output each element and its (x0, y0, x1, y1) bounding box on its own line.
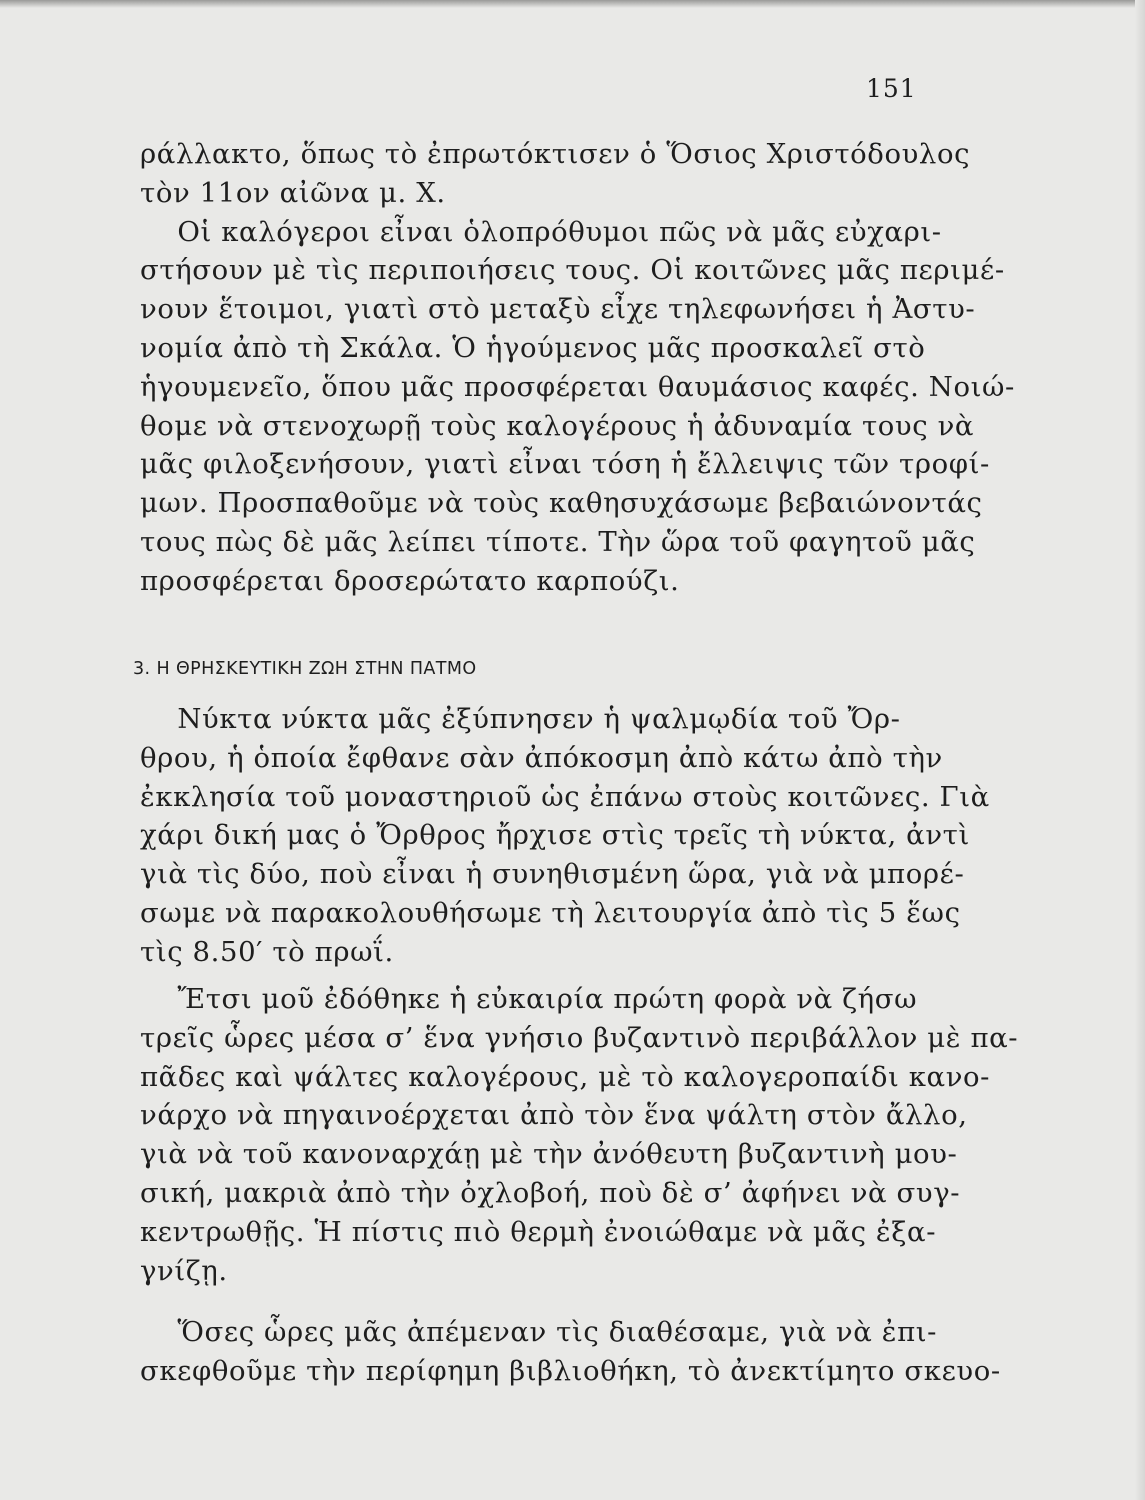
text-line: σκεφθοῦμε τὴν περίφημη βιβλιοθήκη, τὸ ἀνεκτίμητο σκευο- (140, 1354, 1001, 1387)
text-line: Νύκτα νύκτα μᾶς ἐξύπνησεν ἡ ψαλμῳδία τοῦ Ὄρ- (140, 703, 901, 735)
text-line: ἐκκλησία τοῦ μοναστηριοῦ ὡς ἐπάνω στοὺς κοιτῶνες. Γιὰ (140, 780, 990, 813)
text-line: μᾶς φιλοξενήσουν, γιατὶ εἶναι τόση ἡ ἔλλειψις τῶν τροφί- (140, 448, 990, 481)
text-line: σωμε νὰ παρακολουθήσωμε τὴ λειτουργία ἀπὸ τὶς 5 ἕως (140, 896, 961, 929)
text-line: κεντρωθῇς. Ἡ πίστις πιὸ θερμὴ ἐνοιώθαμε νὰ μᾶς ἐξα- (140, 1215, 937, 1248)
text-line: ἡγουμενεῖο, ὅπου μᾶς προσφέρεται θαυμάσιος καφές. Νοιώ- (140, 370, 1015, 403)
text-line: Οἱ καλόγεροι εἶναι ὁλοπρόθυμοι πῶς νὰ μᾶς εὐχαρι- (140, 215, 942, 248)
text-line: Ὅσες ὧρες μᾶς ἀπέμεναν τὶς διαθέσαμε, γιὰ νὰ ἐπι- (140, 1316, 938, 1348)
text-line: νάρχο νὰ πηγαινοέρχεται ἀπὸ τὸν ἕνα ψάλτη στὸν ἄλλο, (140, 1099, 968, 1132)
text-line: θομε νὰ στενοχωρῇ τοὺς καλογέρους ἡ ἀδυναμία τους νὰ (140, 409, 975, 442)
text-line: τρεῖς ὧρες μέσα σ’ ἕνα γνήσιο βυζαντινὸ περιβάλλον μὲ πα- (140, 1021, 1019, 1054)
text-line: τους πὼς δὲ μᾶς λείπει τίποτε. Τὴν ὥρα τοῦ φαγητοῦ μᾶς (140, 525, 976, 558)
scan-right-edge (1135, 0, 1145, 1500)
paragraph-library (140, 1313, 1001, 1391)
text-line: Ἔτσι μοῦ ἐδόθηκε ἡ εὐκαιρία πρώτη φορὰ νὰ ζήσω (140, 983, 918, 1015)
text-line: νουν ἕτοιμοι, γιατὶ στὸ μεταξὺ εἶχε τηλεφωνήσει ἡ Ἀστυ- (140, 293, 976, 326)
text-line: ράλλακτο, ὅπως τὸ ἐπρωτόκτισεν ὁ Ὅσιος Χριστόδουλος (140, 138, 971, 170)
text-line: τὸν 11ον αἰῶνα μ. Χ. (140, 176, 446, 209)
paragraph-intro (140, 135, 1015, 601)
text-line: σική, μακριὰ ἀπὸ τὴν ὀχλοβοή, ποὺ δὲ σ’ ἀφήνει νὰ συγ- (140, 1176, 961, 1209)
text-line: θρου, ἡ ὁποία ἔφθανε σὰν ἀπόκοσμη ἀπὸ κάτω ἀπὸ τὴν (140, 741, 943, 774)
text-line: γιὰ νὰ τοῦ κανοναρχάῃ μὲ τὴν ἀνόθευτη βυζαντινὴ μου- (140, 1138, 958, 1171)
text-line: προσφέρεται δροσερώτατο καρπούζι. (140, 564, 680, 597)
scan-top-edge (0, 0, 1145, 8)
paragraph-orthros (140, 700, 990, 972)
text-line: χάρι δική μας ὁ Ὄρθρος ἤρχισε στὶς τρεῖς τὴ νύκτα, ἀντὶ (140, 819, 970, 852)
text-line: γιὰ τὶς δύο, ποὺ εἶναι ἡ συνηθισμένη ὥρα, γιὰ νὰ μπορέ- (140, 858, 965, 891)
text-line: μων. Προσπαθοῦμε νὰ τοὺς καθησυχάσωμε βεβαιώνοντάς (140, 487, 983, 520)
text-line: τὶς 8.50′ τὸ πρωΐ. (140, 935, 394, 968)
text-line: πᾶδες καὶ ψάλτες καλογέρους, μὲ τὸ καλογεροπαίδι κανο- (140, 1060, 991, 1093)
section-heading: 3. Η ΘΡΗΣΚΕΥΤΙΚΗ ΖΩΗ ΣΤΗΝ ΠΑΤΜΟ (133, 659, 477, 679)
paragraph-byzantine (140, 980, 1019, 1290)
text-line: νομία ἀπὸ τὴ Σκάλα. Ὁ ἡγούμενος μᾶς προσκαλεῖ στὸ (140, 331, 926, 364)
text-line: στήσουν μὲ τὶς περιποιήσεις τους. Οἱ κοιτῶνες μᾶς περιμέ- (140, 254, 1005, 287)
page-number: 151 (866, 74, 917, 103)
text-line: γνίζῃ. (140, 1254, 228, 1287)
